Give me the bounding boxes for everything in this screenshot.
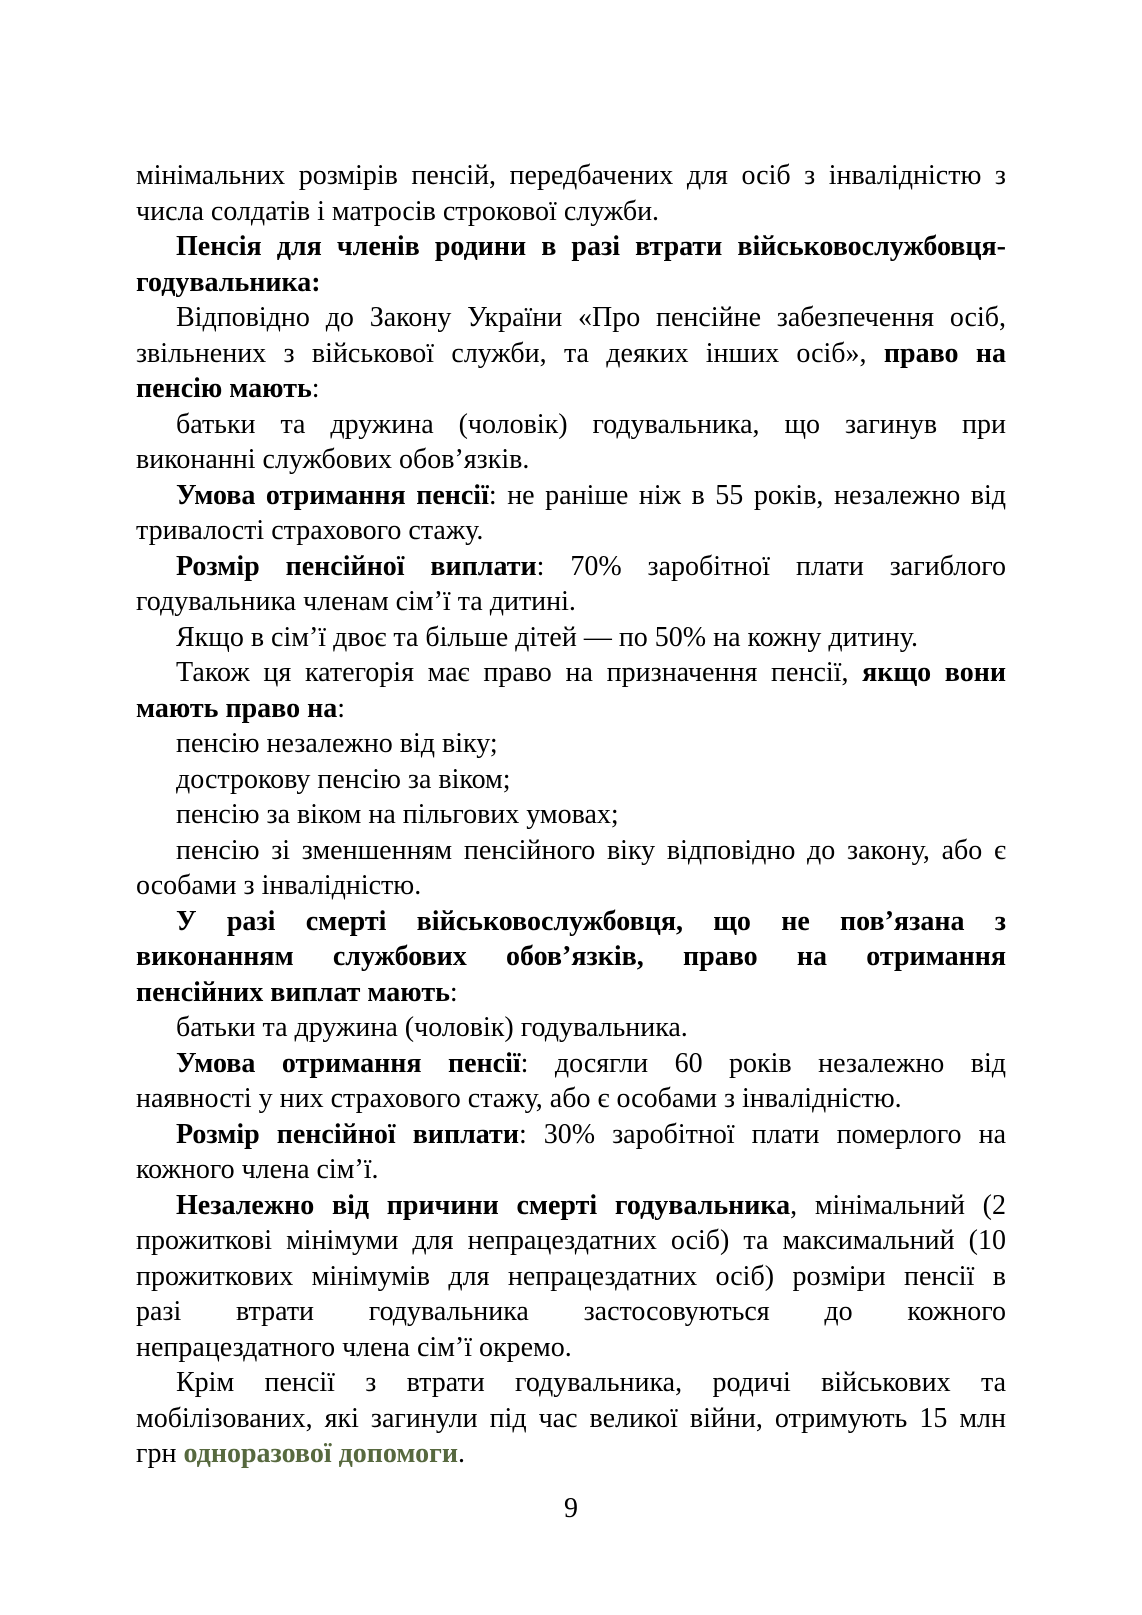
text-line xyxy=(136,726,1006,762)
text-line xyxy=(136,442,1006,478)
body-text xyxy=(136,158,1006,1472)
plain-text: кожного члена сім’ї. xyxy=(136,1154,379,1185)
plain-text: . xyxy=(457,1438,465,1469)
plain-text: : xyxy=(449,976,458,1008)
highlighted-green-text: одноразової допомоги xyxy=(183,1438,458,1469)
text-line xyxy=(136,1436,1006,1472)
text-line xyxy=(136,229,1006,265)
plain-text: Відповідно до Закону України «Про пенсійне забезпечення осіб, xyxy=(176,302,1006,333)
plain-text: тривалості страхового стажу. xyxy=(136,515,484,546)
plain-text: пенсію за віком на пільгових умовах; xyxy=(176,799,619,830)
text-line xyxy=(136,265,1006,301)
text-line xyxy=(136,939,1006,975)
plain-text: прожиткові мінімуми для непрацездатних осіб) та максимальний (10 xyxy=(136,1225,1006,1256)
bold-text: пенсійних виплат мають xyxy=(136,976,450,1008)
text-line xyxy=(136,1010,1006,1046)
bold-text: годувальника: xyxy=(136,266,321,298)
text-line xyxy=(136,655,1006,691)
text-line xyxy=(136,407,1006,443)
bold-text: Розмір пенсійної виплати xyxy=(176,1118,519,1150)
text-line xyxy=(136,549,1006,585)
text-line xyxy=(136,1401,1006,1437)
bold-text: виконанням службових обов’язків, право на отримання xyxy=(136,941,1006,972)
plain-text: звільнених з військової служби, та деяких інших осіб», xyxy=(136,337,884,369)
bold-text: У разі смерті військовослужбовця, що не пов’язана з xyxy=(176,905,1006,937)
plain-text: : не раніше ніж в 55 років, незалежно від xyxy=(488,479,1006,511)
bold-text: мають право на xyxy=(136,692,338,724)
plain-text: батьки та дружина (чоловік) годувальника. xyxy=(176,1012,688,1043)
plain-text: прожиткових мінімумів для непрацездатних осіб) розміри пенсії в xyxy=(136,1260,1006,1292)
plain-text: Якщо в сім’ї двоє та більше дітей — по 50% на кожну дитину. xyxy=(176,621,918,653)
plain-text: разі втрати годувальника застосовуються до кожного xyxy=(136,1296,1006,1327)
plain-text: : xyxy=(337,692,346,724)
text-line xyxy=(136,975,1006,1011)
plain-text: наявності у них страхового стажу, або є особами з інвалідністю. xyxy=(136,1083,902,1114)
plain-text: : xyxy=(311,373,320,404)
plain-text: Також ця категорія має право на призначення пенсії, xyxy=(176,657,863,688)
plain-text: : 70% заробітної плати загиблого xyxy=(536,550,1006,582)
plain-text: числа солдатів і матросів строкової служби. xyxy=(136,195,660,227)
plain-text: пенсію зі зменшенням пенсійного віку відповідно до закону, або є xyxy=(176,834,1006,866)
bold-text: Умова отримання пенсії xyxy=(176,1047,521,1079)
text-line xyxy=(136,691,1006,727)
bold-text: право на xyxy=(883,337,1006,369)
text-line xyxy=(136,1117,1006,1153)
plain-text: непрацездатного члена сім’ї окремо. xyxy=(136,1331,572,1363)
bold-text: Незалежно від причини смерті годувальника xyxy=(176,1189,791,1221)
bold-text: Умова отримання пенсії xyxy=(176,479,489,511)
text-line xyxy=(136,1259,1006,1295)
plain-text: батьки та дружина (чоловік) годувальника, що загинув при xyxy=(176,408,1006,440)
text-line xyxy=(136,904,1006,940)
text-line xyxy=(136,1223,1006,1259)
page-number: 9 xyxy=(564,1493,578,1524)
bold-text: пенсію мають xyxy=(136,373,312,404)
plain-text: пенсію незалежно від віку; xyxy=(176,728,498,759)
text-line xyxy=(136,336,1006,372)
plain-text: грн xyxy=(136,1438,184,1469)
text-line xyxy=(136,1365,1006,1401)
text-line xyxy=(136,300,1006,336)
text-line xyxy=(136,1188,1006,1224)
plain-text: : 30% заробітної плати померлого на xyxy=(518,1118,1006,1150)
bold-text: Пенсія для членів родини в разі втрати військовослужбовця- xyxy=(176,231,1006,262)
plain-text: особами з інвалідністю. xyxy=(136,870,422,901)
plain-text: годувальника членам сім’ї та дитині. xyxy=(136,586,576,617)
text-line xyxy=(136,797,1006,833)
text-line xyxy=(136,1152,1006,1188)
plain-text: , мінімальний (2 xyxy=(790,1189,1006,1221)
plain-text: дострокову пенсію за віком; xyxy=(176,763,511,795)
text-line xyxy=(136,868,1006,904)
plain-text: мобілізованих, які загинули під час великої війни, отримують 15 млн xyxy=(136,1402,1006,1434)
text-line xyxy=(136,1330,1006,1366)
text-line xyxy=(136,1294,1006,1330)
text-line xyxy=(136,1046,1006,1082)
plain-text: мінімальних розмірів пенсій, передбачених для осіб з інвалідністю з xyxy=(136,160,1006,191)
text-line xyxy=(136,1081,1006,1117)
bold-text: Розмір пенсійної виплати xyxy=(176,550,537,582)
text-line xyxy=(136,158,1006,194)
plain-text: Крім пенсії з втрати годувальника, родичі військових та xyxy=(176,1367,1006,1398)
bold-text: якщо вони xyxy=(862,657,1006,688)
text-line xyxy=(136,762,1006,798)
text-line xyxy=(136,478,1006,514)
text-line xyxy=(136,194,1006,230)
text-line xyxy=(136,371,1006,407)
text-line xyxy=(136,620,1006,656)
plain-text: виконанні службових обов’язків. xyxy=(136,444,530,475)
text-line xyxy=(136,833,1006,869)
plain-text: : досягли 60 років незалежно від xyxy=(520,1047,1006,1079)
text-line xyxy=(136,584,1006,620)
text-line xyxy=(136,513,1006,549)
